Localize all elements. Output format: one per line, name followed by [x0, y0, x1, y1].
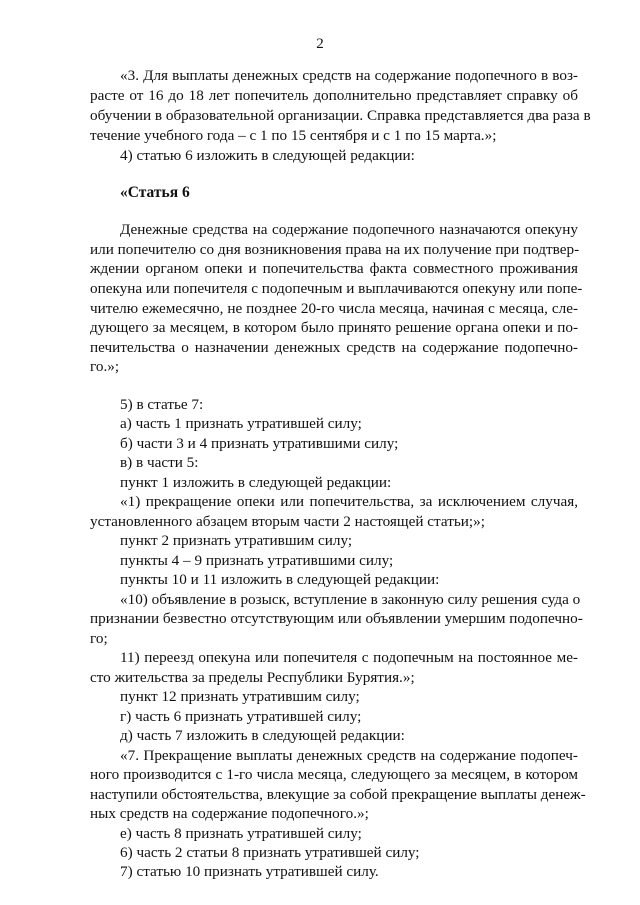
- text-line: обучении в образовательной организации. Справка представляется два раза в: [90, 107, 591, 124]
- text-line: пункты 4 – 9 признать утратившими силу;: [120, 552, 394, 569]
- text-line: 5) в статье 7:: [120, 396, 204, 413]
- text-line: г) часть 6 признать утратившей силу;: [120, 708, 362, 725]
- text-line: го.»;: [90, 358, 120, 375]
- text-line: сто жительства за пределы Республики Бурятия.»;: [90, 669, 415, 686]
- text-line: дующего за месяцем, в котором было принято решение органа опеки и по-: [90, 319, 578, 336]
- text-line: 4) статью 6 изложить в следующей редакции:: [120, 147, 415, 164]
- text-line: пункт 2 признать утратившим силу;: [120, 532, 353, 549]
- text-line: пункты 10 и 11 изложить в следующей редакции:: [120, 571, 440, 588]
- text-line: Денежные средства на содержание подопечного назначаются опекуну: [120, 221, 578, 238]
- text-line: пункт 1 изложить в следующей редакции:: [120, 474, 392, 491]
- text-line: установленного абзацем вторым части 2 настоящей статьи;»;: [90, 513, 485, 530]
- text-line: или попечителю со дня возникновения права на их получение при подтвер-: [90, 241, 580, 258]
- text-line: в) в части 5:: [120, 454, 199, 471]
- text-line: «3. Для выплаты денежных средств на содержание подопечного в воз-: [120, 67, 578, 84]
- text-line: 6) часть 2 статьи 8 признать утратившей силу;: [120, 844, 420, 861]
- text-line: «10) объявление в розыск, вступление в законную силу решения суда о: [120, 591, 581, 608]
- text-line: 11) переезд опекуна или попечителя с подопечным на постоянное ме-: [120, 649, 578, 666]
- text-line: ного производится с 1-го числа месяца, следующего за месяцем, в котором: [90, 766, 578, 783]
- text-line: чителю ежемесячно, не позднее 20-го числа месяца, начиная с месяца, сле-: [90, 300, 578, 317]
- text-line: д) часть 7 изложить в следующей редакции:: [120, 727, 405, 744]
- text-line: печительства о назначении денежных средств на содержание подопечно-: [90, 339, 578, 356]
- text-line: 7) статью 10 признать утратившей силу.: [120, 863, 379, 880]
- text-line: го;: [90, 630, 108, 647]
- text-line: а) часть 1 признать утратившей силу;: [120, 415, 362, 432]
- text-line: признании безвестно отсутствующим или объявлении умершим подопечно-: [90, 610, 583, 627]
- text-line: ных средств на содержание подопечного.»;: [90, 805, 369, 822]
- text-line: б) части 3 и 4 признать утратившими силу;: [120, 435, 399, 452]
- text-line: течение учебного года – с 1 по 15 сентября и с 1 по 15 марта.»;: [90, 127, 497, 144]
- article-heading: «Статья 6: [120, 184, 190, 201]
- text-line: ждении органом опеки и попечительства факта совместного проживания: [90, 260, 578, 277]
- text-line: «7. Прекращение выплаты денежных средств на содержание подопеч-: [120, 747, 578, 764]
- page-number: 2: [316, 36, 324, 52]
- text-line: наступили обстоятельства, влекущие за собой прекращение выплаты денеж-: [90, 786, 586, 803]
- text-line: расте от 16 до 18 лет попечитель дополнительно представляет справку об: [90, 87, 578, 104]
- text-line: «1) прекращение опеки или попечительства, за исключением случая,: [120, 493, 578, 510]
- text-line: пункт 12 признать утратившим силу;: [120, 688, 360, 705]
- text-line: е) часть 8 признать утратившей силу;: [120, 825, 362, 842]
- text-line: опекуна или попечителя с подопечным и выплачиваются опекуну или попе-: [90, 280, 583, 297]
